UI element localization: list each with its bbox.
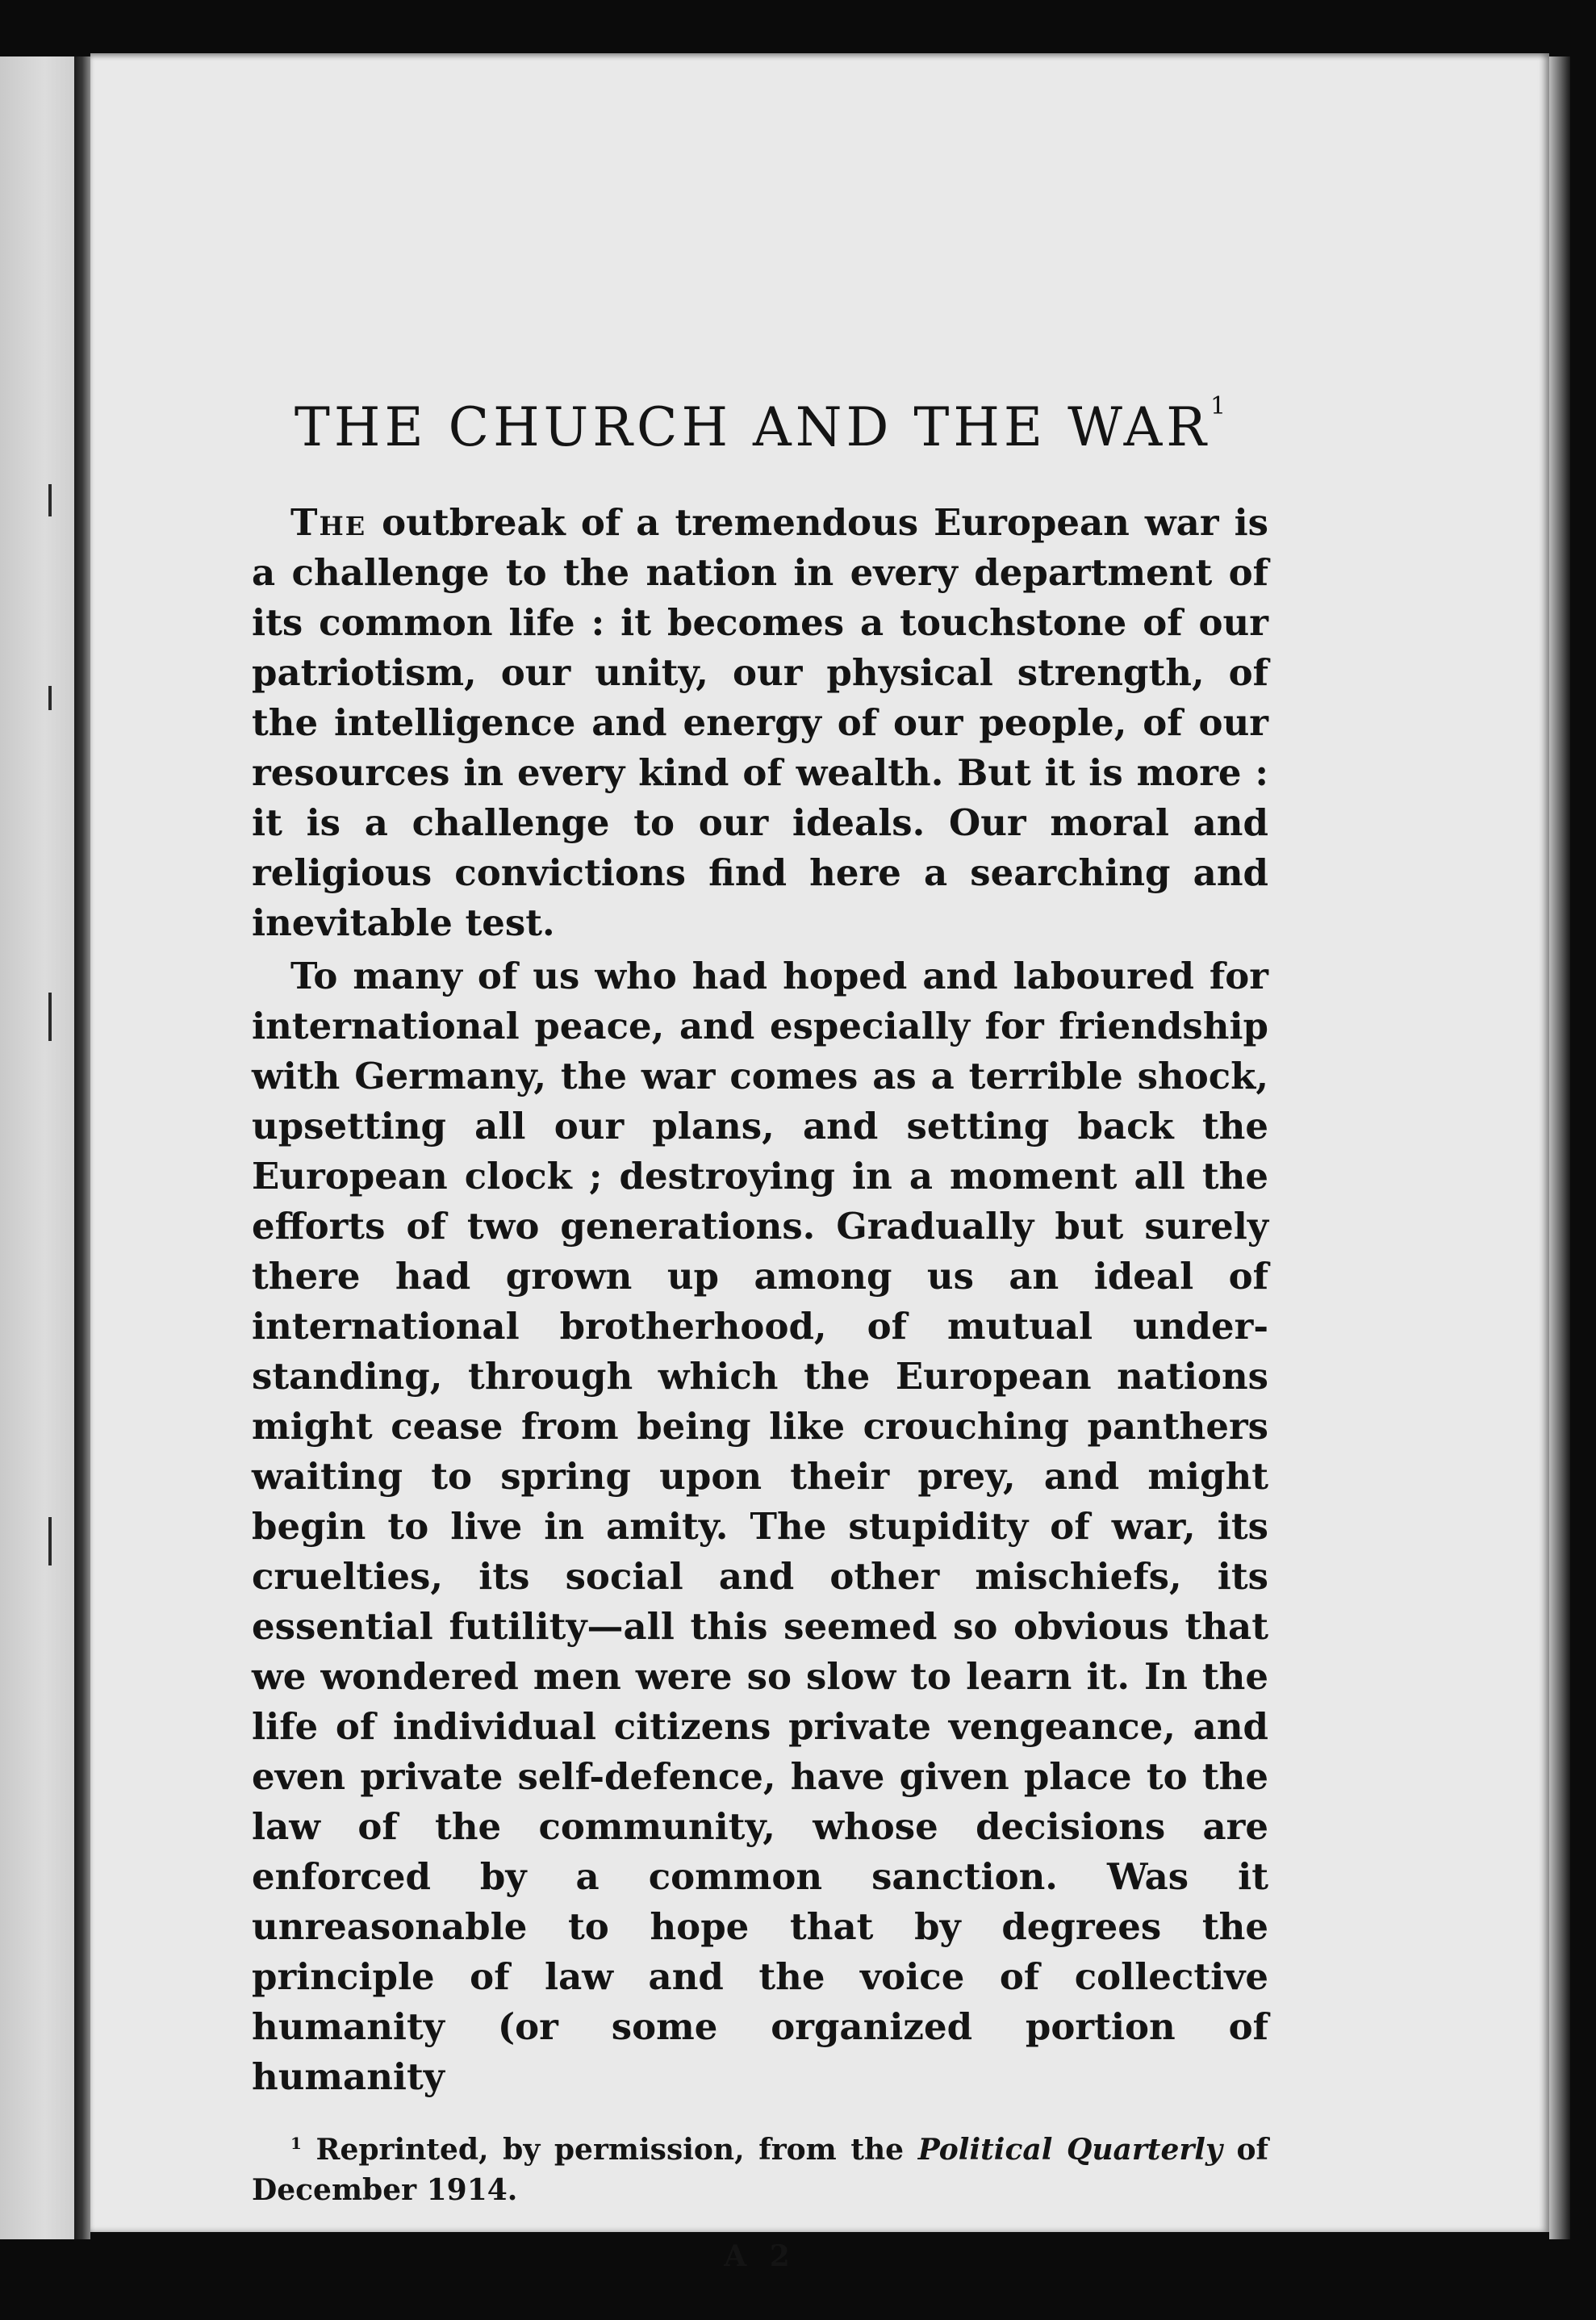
margin-mark xyxy=(48,1517,52,1565)
footnote-journal-title: Political Quarterly xyxy=(917,2133,1222,2167)
footnote-marker: 1 xyxy=(290,2134,302,2154)
margin-mark xyxy=(48,686,52,710)
margin-mark xyxy=(48,484,52,516)
footnote-text-1: Reprinted, by permission, from the xyxy=(301,2133,918,2167)
page-text xyxy=(252,392,1269,2274)
paragraph-1-body: outbreak of a tremendous European war is a challenge to the nation in every department of its common life : it becomes a touchstone of our patriotism, our unity, our physical strength, of the intelligence and energy of our people, of our resources in every kind of wealth. But it is more : it is a challenge to our ideals. Our moral and religious convictions find here a searching and inevitable test. xyxy=(252,501,1268,945)
left-page-edge xyxy=(0,56,74,2239)
right-page-edge xyxy=(1549,56,1570,2239)
page-title xyxy=(252,392,1268,459)
paragraph-1-lead: The xyxy=(290,501,367,545)
footnote-text-2: of December 1914. xyxy=(252,2133,1269,2208)
signature-mark: A 2 xyxy=(724,2239,796,2274)
title-footnote-marker: 1 xyxy=(1210,392,1226,420)
margin-mark xyxy=(48,993,52,1041)
title-text: THE CHURCH AND THE WAR xyxy=(294,396,1210,458)
paragraph-1 xyxy=(252,498,1268,948)
book-gutter xyxy=(74,56,90,2239)
paragraph-2: To many of us who had hoped and laboured for international peace, and especially for friendship with Germany, the war comes as a terrible shock, upsetting all our plans, and setting back the European clock ; destroying in a moment all the efforts of two generations. Gradually but surely there had grown up among us an ideal of international brotherhood, of mutual understanding, through which the European nations might cease from being like crouching panthers waiting to spring upon their prey, and might begin to live in amity. The stupidity of war, its cruelties, its social and other mischiefs, its essential futility—all this seemed so obvious that we wondered men were so slow to learn it. In the life of individual citizens private vengeance, and even private self-defence, have given place to the law of the community, whose decisions are enforced by a common sanction. Was it unreasonable to hope that by degrees the principle of law and the voice of collective humanity (or some organized portion of humanity xyxy=(252,955,1268,2099)
footnote xyxy=(252,2123,1268,2210)
